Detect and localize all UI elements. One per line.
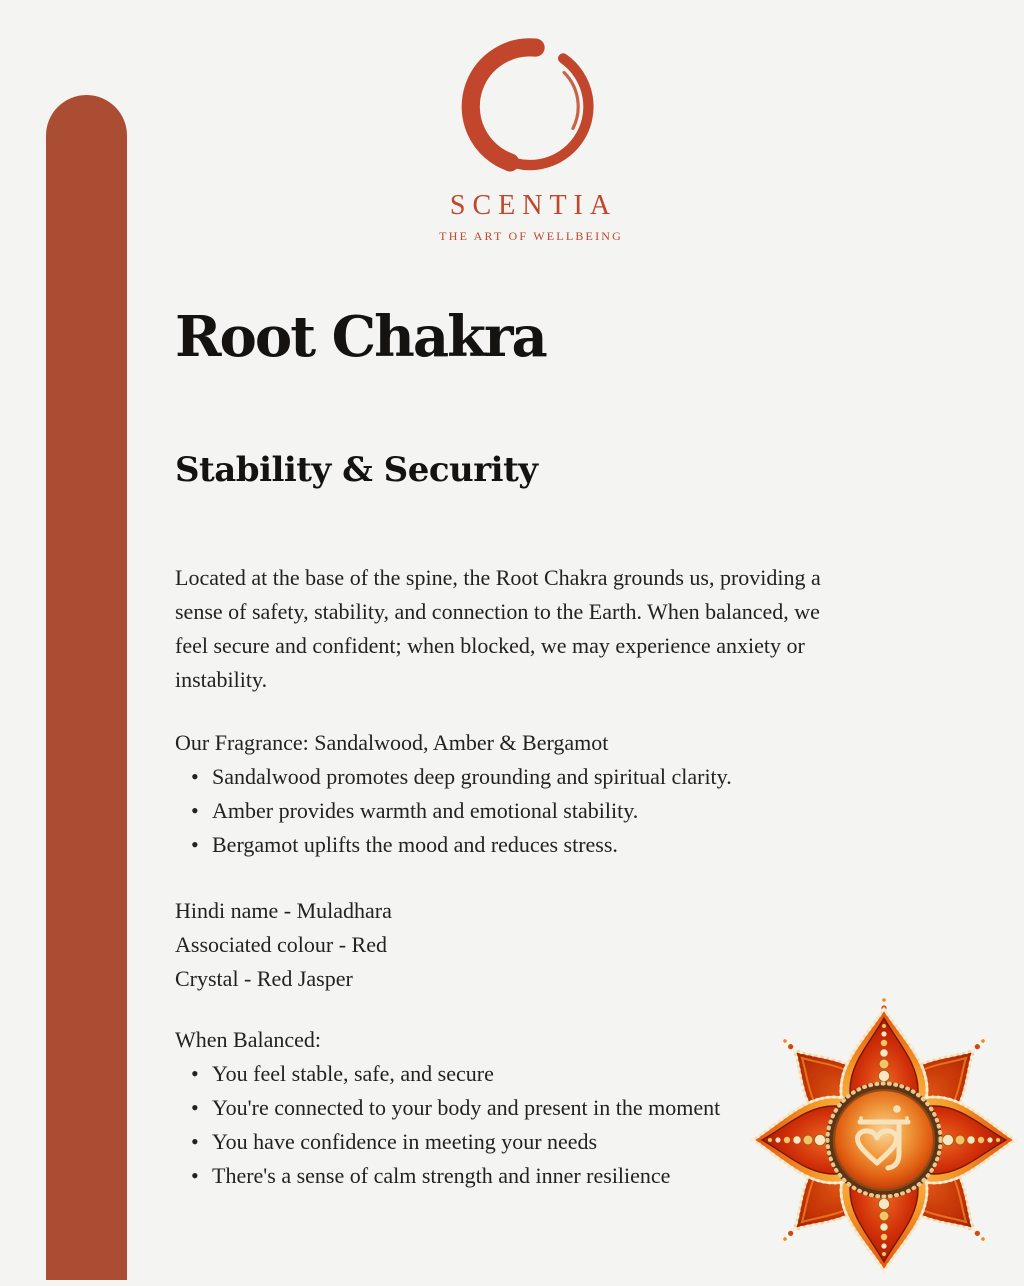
fragrance-heading: Our Fragrance: Sandalwood, Amber & Bergamot — [175, 730, 609, 755]
fragrance-section — [175, 726, 732, 862]
mandala-center — [826, 1082, 942, 1198]
when-balanced-list — [175, 1057, 720, 1193]
list-item: • Amber provides warmth and emotional stability. — [175, 794, 732, 828]
page-title: Root Chakra — [175, 304, 546, 370]
brand-tagline: THE ART OF WELLBEING — [439, 229, 624, 243]
list-item: • There's a sense of calm strength and inner resilience — [175, 1159, 720, 1193]
brand-logo — [437, 26, 623, 244]
list-item: • You have confidence in meeting your needs — [175, 1125, 720, 1159]
list-item: • You're connected to your body and present in the moment — [175, 1091, 720, 1125]
intro-line: feel secure and confident; when blocked, we may experience anxiety or — [175, 633, 805, 658]
left-accent-bar — [46, 95, 127, 1280]
intro-line: Located at the base of the spine, the Root Chakra grounds us, providing a — [175, 565, 821, 590]
root-chakra-mandala-illustration — [738, 994, 1024, 1286]
list-item: • You feel stable, safe, and secure — [175, 1057, 720, 1091]
fragrance-list — [175, 760, 732, 862]
detail-associated-colour: Associated colour - Red — [175, 932, 387, 957]
intro-paragraph — [175, 561, 821, 697]
list-item: • Sandalwood promotes deep grounding and spiritual clarity. — [175, 760, 732, 794]
enso-brush-circle-icon — [451, 26, 609, 184]
list-item: • Bergamot uplifts the mood and reduces stress. — [175, 828, 732, 862]
when-balanced-section — [175, 1023, 720, 1193]
chakra-details-section — [175, 894, 392, 996]
brand-wordmark: SCENTIA — [449, 190, 618, 221]
detail-hindi-name: Hindi name - Muladhara — [175, 898, 392, 923]
when-balanced-heading: When Balanced: — [175, 1027, 321, 1052]
page-subtitle: Stability & Security — [175, 450, 538, 490]
intro-line: sense of safety, stability, and connection to the Earth. When balanced, we — [175, 599, 820, 624]
detail-crystal: Crystal - Red Jasper — [175, 966, 353, 991]
intro-line: instability. — [175, 667, 268, 692]
